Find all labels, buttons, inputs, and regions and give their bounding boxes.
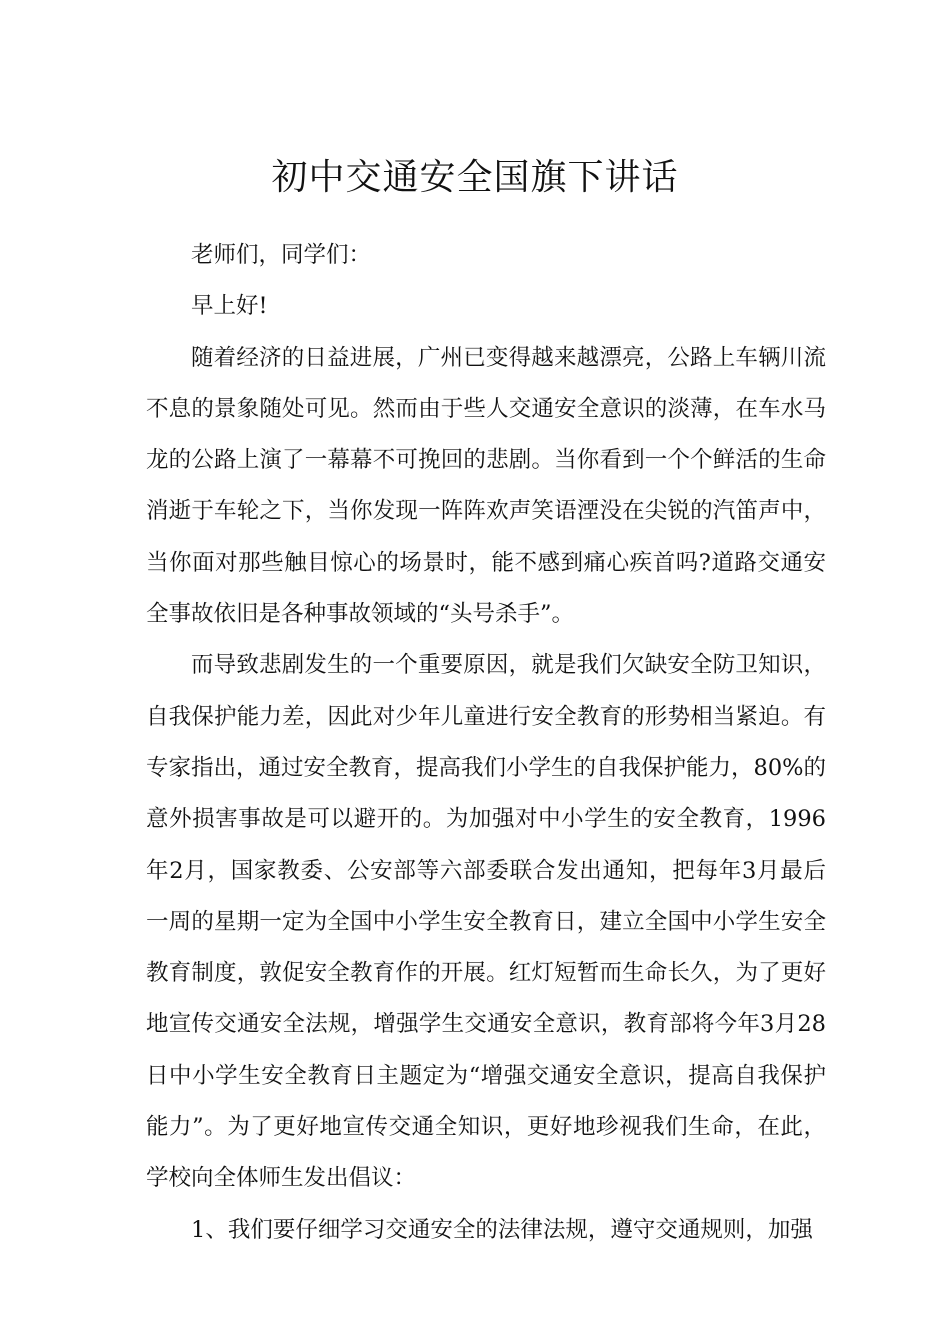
- document-title: 初中交通安全国旗下讲话: [271, 157, 679, 199]
- document-body: [146, 230, 826, 1256]
- list-item-paragraph: 1、我们要仔细学习交通安全的法律法规，遵守交通规则，加强: [191, 1216, 813, 1243]
- body-paragraph: 随着经济的日益进展，广州已变得越来越漂亮，公路上车辆川流不息的景象随处可见。然而由于些人交通安全意识的淡薄，在车水马龙的公路上演了一幕幕不可挽回的悲剧。当你看到一个个鲜活的生命消逝于车轮之下，当你发现一阵阵欢声笑语湮没在尖锐的汽笛声中，当你面对那些触目惊心的场景时，能不感到痛心疾首吗?道路交通安全事故依旧是各种事故领域的“头号杀手”。: [146, 344, 826, 628]
- morning-greeting-paragraph: 早上好!: [191, 293, 268, 320]
- greeting-paragraph: 老师们，同学们：: [191, 242, 372, 268]
- body-paragraph: 而导致悲剧发生的一个重要原因，就是我们欠缺安全防卫知识，自我保护能力差，因此对少年儿童进行安全教育的形势相当紧迫。有专家指出，通过安全教育，提高我们小学生的自我保护能力，80%的意外损害事故是可以避开的。为加强对中小学生的安全教育，1996年2月，国家教委、公安部等六部委联合发出通知，把每年3月最后一周的星期一定为全国中小学生安全教育日，建立全国中小学生安全教育制度，敦促安全教育作的开展。红灯短暂而生命长久，为了更好地宣传交通安全法规，增强学生交通安全意识，教育部将今年3月28日中小学生安全教育日主题定为“增强交通安全意识，提高自我保护能力”。为了更好地宣传交通全知识，更好地珍视我们生命，在此，学校向全体师生发出倡议：: [146, 652, 827, 1192]
